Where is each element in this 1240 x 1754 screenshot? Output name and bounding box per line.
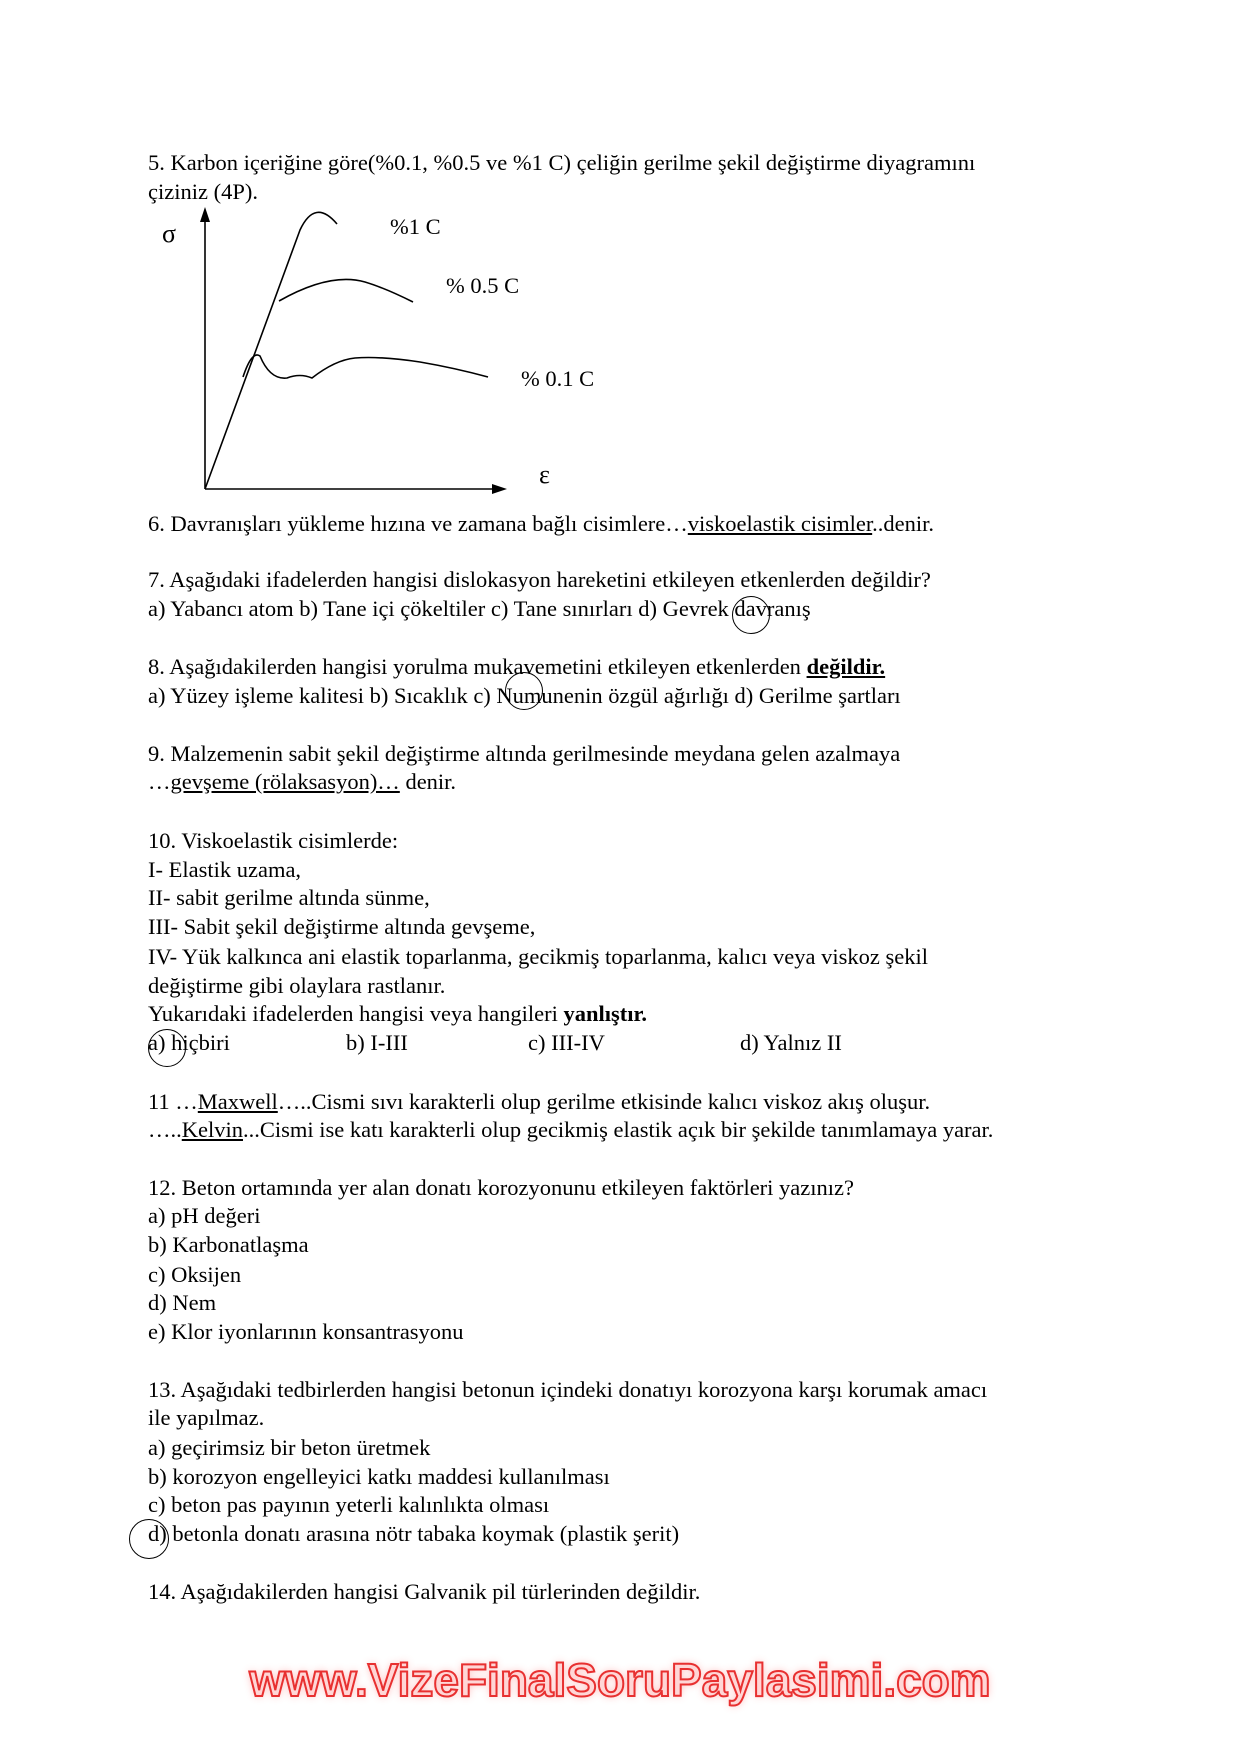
q11-line1 bbox=[148, 1088, 930, 1116]
q6 bbox=[148, 510, 934, 538]
q5-line1: 5. Karbon içeriğine göre(%0.1, %0.5 ve %1 C) çeliğin gerilme şekil değiştirme diyagramını bbox=[148, 150, 976, 175]
q10-option-a: a) hiçbiri bbox=[148, 1030, 230, 1055]
q10-ask bbox=[148, 1000, 647, 1028]
q9-post: denir. bbox=[399, 769, 457, 794]
q12-answer: c) Oksijen bbox=[148, 1262, 242, 1287]
q10-line: değiştirme gibi olaylara rastlanır. bbox=[148, 973, 446, 998]
q9-answer: gevşeme (rölaksasyon)… bbox=[170, 769, 400, 794]
q11-pre: 11 … bbox=[148, 1089, 198, 1114]
sigma-label: σ bbox=[162, 219, 177, 248]
q12-answer: b) Karbonatlaşma bbox=[148, 1232, 309, 1257]
q10-option-b: b) I-III bbox=[346, 1030, 408, 1055]
epsilon-label: ε bbox=[539, 460, 550, 489]
q13-option: a) geçirimsiz bir beton üretmek bbox=[148, 1435, 431, 1460]
q10-ask-text: Yukarıdaki ifadelerden hangisi veya hangileri bbox=[148, 1001, 564, 1026]
q13-option: d) betonla donatı arasına nötr tabaka koymak (plastik şerit) bbox=[148, 1521, 680, 1546]
label-0-1c: % 0.1 C bbox=[521, 366, 595, 391]
q10-line: I- Elastik uzama, bbox=[148, 857, 302, 882]
label-1c: %1 C bbox=[390, 214, 441, 239]
q13-option: c) beton pas payının yeterli kalınlıkta olması bbox=[148, 1492, 550, 1517]
curve-0-5c bbox=[279, 279, 413, 302]
q10-answer-circle bbox=[148, 1029, 186, 1067]
q6-answer: viskoelastik cisimler bbox=[687, 511, 873, 536]
q10-emphasis: yanlıştır. bbox=[563, 1001, 648, 1026]
q7-options: a) Yabancı atom b) Tane içi çökeltiler c) Tane sınırları d) Gevrek davranış bbox=[148, 596, 811, 621]
q11-answer-maxwell: Maxwell bbox=[197, 1089, 278, 1114]
q9-line1: 9. Malzemenin sabit şekil değiştirme altında gerilmesinde meydana gelen azalmaya bbox=[148, 741, 901, 766]
q9-line2 bbox=[148, 768, 456, 796]
q7-answer-circle bbox=[732, 596, 770, 634]
q12-answer: a) pH değeri bbox=[148, 1203, 261, 1228]
q8-text: 8. Aşağıdakilerden hangisi yorulma mukavemetini etkileyen etkenlerden bbox=[148, 654, 807, 679]
q12-question: 12. Beton ortamında yer alan donatı korozyonunu etkileyen faktörleri yazınız? bbox=[148, 1175, 855, 1200]
watermark: www.VizeFinalSoruPaylasimi.com bbox=[249, 1654, 991, 1706]
q6-text: 6. Davranışları yükleme hızına ve zamana bağlı cisimlere… bbox=[148, 511, 688, 536]
q10-line: II- sabit gerilme altında sünme, bbox=[148, 885, 430, 910]
label-0-5c: % 0.5 C bbox=[446, 273, 520, 298]
q5-line2: çiziniz (4P). bbox=[148, 179, 258, 204]
q7-question: 7. Aşağıdaki ifadelerden hangisi dislokasyon hareketini etkileyen etkenlerden değildir? bbox=[148, 567, 931, 592]
q11-text2: ...Cismi ise katı karakterli olup gecikmiş elastik açık bir şekilde tanımlamaya yarar. bbox=[243, 1117, 994, 1142]
q6-post: ..denir. bbox=[872, 511, 935, 536]
q9-pre: … bbox=[148, 769, 171, 794]
x-axis-arrow bbox=[492, 484, 507, 494]
curve-0-1c bbox=[243, 355, 488, 378]
q11-pre2: ….. bbox=[148, 1117, 182, 1142]
q11-line2 bbox=[148, 1116, 993, 1144]
q11-answer-kelvin: Kelvin bbox=[181, 1117, 243, 1142]
q13-line1: 13. Aşağıdaki tedbirlerden hangisi betonun içindeki donatıyı korozyona karşı korumak amacı bbox=[148, 1377, 988, 1402]
q10-line: III- Sabit şekil değiştirme altında gevşeme, bbox=[148, 914, 536, 939]
q10-option-c: c) III-IV bbox=[528, 1030, 605, 1055]
q14-question: 14. Aşağıdakilerden hangisi Galvanik pil türlerinden değildir. bbox=[148, 1579, 701, 1604]
q13-option: b) korozyon engelleyici katkı maddesi kullanılması bbox=[148, 1464, 610, 1489]
stress-strain-diagram bbox=[0, 0, 1240, 560]
y-axis-arrow bbox=[200, 207, 210, 222]
q10-line: IV- Yük kalkınca ani elastik toparlanma, gecikmiş toparlanma, kalıcı veya viskoz şekil bbox=[148, 944, 928, 969]
q8-emphasis: değildir. bbox=[806, 654, 886, 679]
q10-option-d: d) Yalnız II bbox=[740, 1030, 842, 1055]
q13-line2: ile yapılmaz. bbox=[148, 1405, 265, 1430]
q13-answer-circle bbox=[129, 1519, 169, 1559]
q11-text: …..Cismi sıvı karakterli olup gerilme etkisinde kalıcı viskoz akış oluşur. bbox=[277, 1089, 931, 1114]
elastic-line-and-1c-curve bbox=[205, 212, 337, 489]
q8-answer-circle bbox=[505, 672, 543, 710]
q12-answer: e) Klor iyonlarının konsantrasyonu bbox=[148, 1319, 464, 1344]
q10-line: 10. Viskoelastik cisimlerde: bbox=[148, 828, 399, 853]
q12-answer: d) Nem bbox=[148, 1290, 217, 1315]
q8-options: a) Yüzey işleme kalitesi b) Sıcaklık c) Numunenin özgül ağırlığı d) Gerilme şartları bbox=[148, 683, 901, 708]
